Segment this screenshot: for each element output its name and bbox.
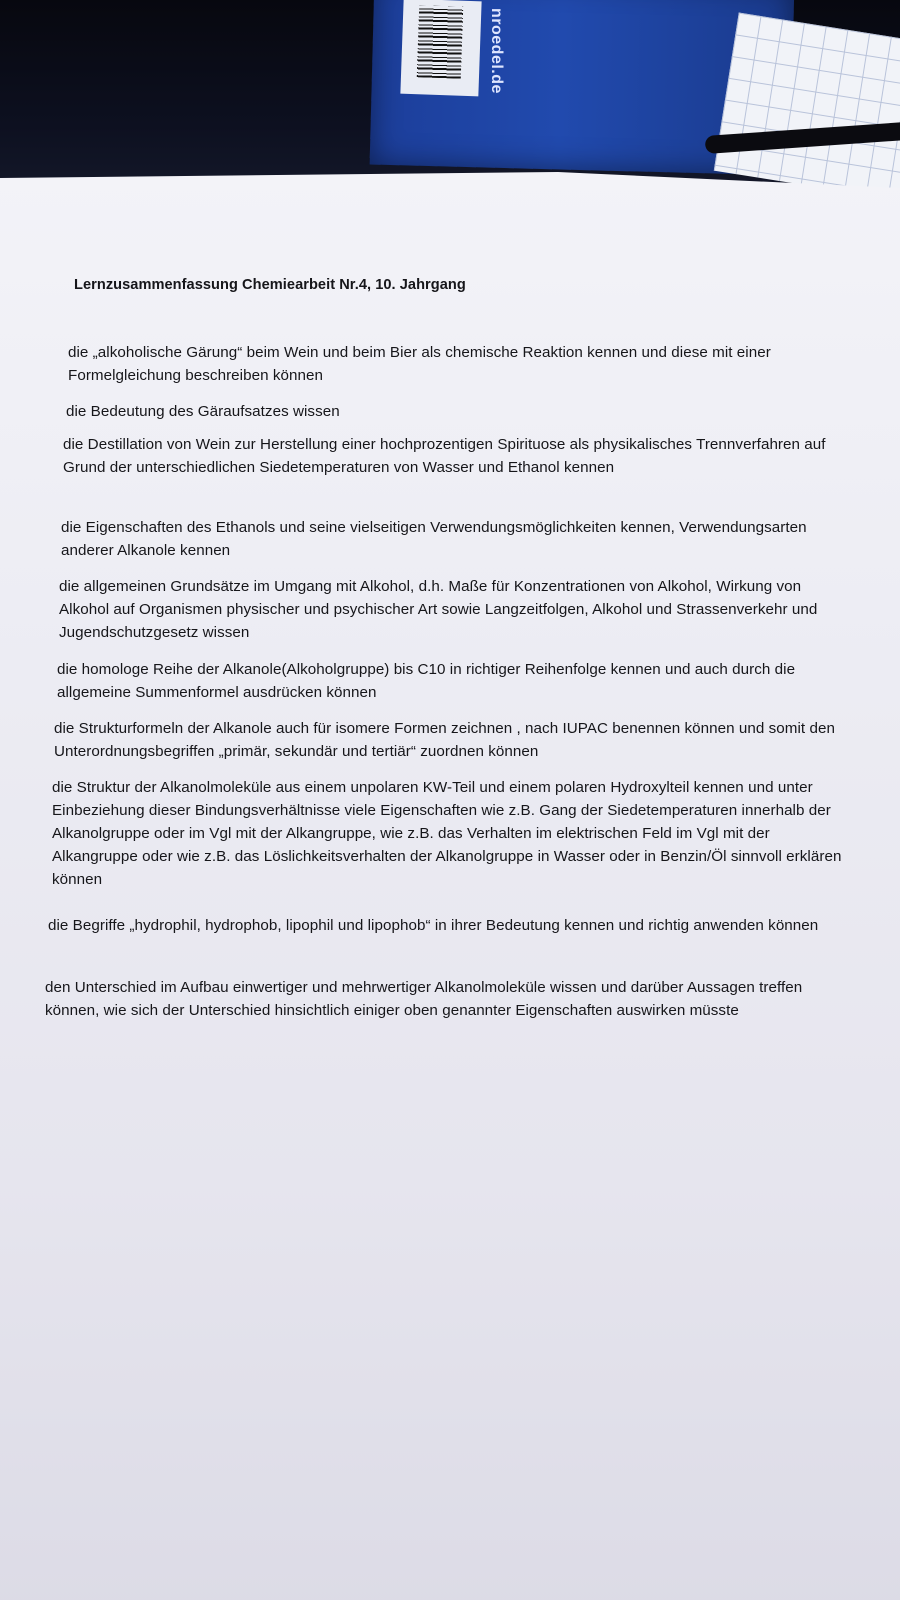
paragraph-9: die Begriffe „hydrophil, hydrophob, lipophil und lipophob“ in ihrer Bedeutung kennen und richtig anwenden können	[48, 917, 819, 934]
paragraph-6: die homologe Reihe der Alkanole(Alkoholgruppe) bis C10 in richtiger Reihenfolge kennen und auch durch die allgemeine Summenformel ausdrücken können	[57, 661, 796, 701]
grid-paper	[714, 13, 900, 204]
paragraph-4: die Eigenschaften des Ethanols und seine vielseitigen Verwendungsmöglichkeiten kennen, Verwendungsarten anderer Alkanole kennen	[61, 519, 807, 559]
paragraph-5: die allgemeinen Grundsätze im Umgang mit Alkohol, d.h. Maße für Konzentrationen von Alkohol, Wirkung von Alkohol auf Organismen physischer und psychischer Art sowie Langzeitfolgen, Alkohol und Strassenverkehr und Jugendschutzgesetz wissen	[59, 578, 818, 641]
document-title: Lernzusammenfassung Chemiearbeit Nr.4, 10. Jahrgang	[74, 277, 466, 293]
barcode-icon	[417, 5, 463, 78]
book-spine-text: nroedel.de	[488, 8, 505, 94]
paragraph-7: die Strukturformeln der Alkanole auch für isomere Formen zeichnen , nach IUPAC benennen können und somit den Unterordnungsbegriffen „primär, sekundär und tertiär“ zuordnen können	[54, 720, 835, 760]
paragraph-1: die „alkoholische Gärung“ beim Wein und beim Bier als chemische Reaktion kennen und diese mit einer Formelgleichung beschreiben können	[68, 344, 771, 384]
paragraph-8: die Struktur der Alkanolmoleküle aus einem unpolaren KW-Teil und einem polaren Hydroxylteil kennen und unter Einbeziehung dieser Bindungsverhältnisse viele Eigenschaften wie z.B. Gang der Siedetemperaturen innerhalb der Alkanolgruppe oder im Vgl mit der Alkangruppe, wie z.B. das Verhalten im elektrischen Feld im Vgl mit der Alkangruppe oder wie z.B. das Löslichkeitsverhalten der Alkanolgruppe in Wasser oder in Benzin/Öl sinnvoll erklären können	[52, 779, 842, 888]
paragraph-3: die Destillation von Wein zur Herstellung einer hochprozentigen Spirituose als physikalisches Trennverfahren auf Grund der unterschiedlichen Siedetemperaturen von Wasser und Ethanol kennen	[63, 436, 826, 476]
paragraph-2: die Bedeutung des Gäraufsatzes wissen	[66, 403, 340, 420]
paragraph-10: den Unterschied im Aufbau einwertiger und mehrwertiger Alkanolmoleküle wissen und darüber Aussagen treffen können, wie sich der Unterschied hinsichtlich einiger oben genannter Eigenschaften auswirken müsste	[45, 979, 803, 1019]
